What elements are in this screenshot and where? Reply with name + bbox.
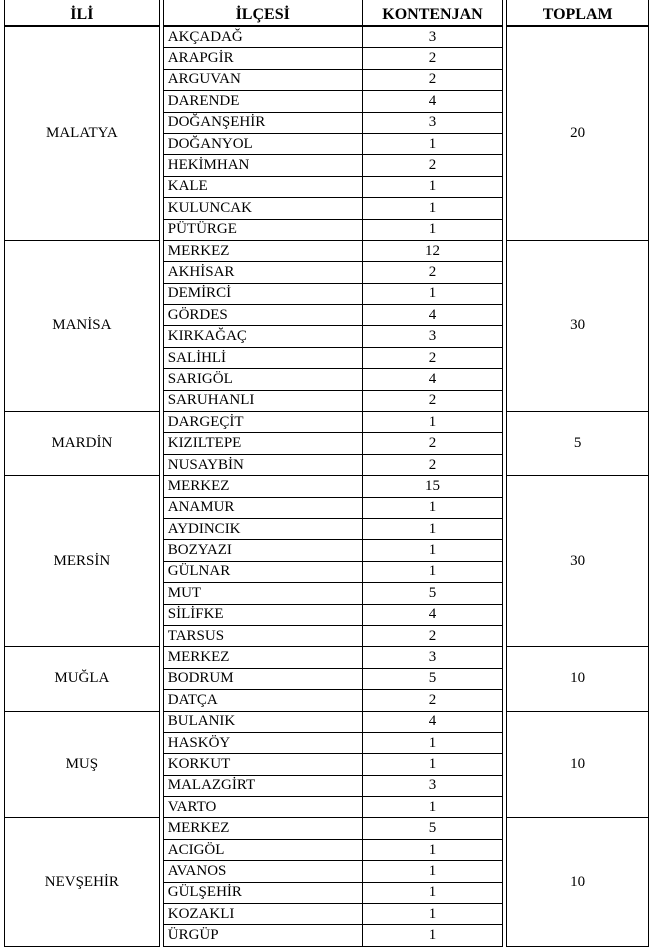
district-name: KULUNCAK	[163, 198, 362, 219]
province-total: 10	[507, 711, 649, 818]
district-name: DARENDE	[163, 91, 362, 112]
district-name: BODRUM	[163, 668, 362, 689]
district-quota: 1	[362, 518, 503, 539]
district-quota: 1	[362, 198, 503, 219]
header-toplam: TOPLAM	[507, 0, 649, 26]
province-total: 10	[507, 647, 649, 711]
province-name: MERSİN	[5, 476, 160, 647]
province-total: 10	[507, 818, 649, 946]
district-name: AKÇADAĞ	[163, 26, 362, 48]
district-name: DOĞANŞEHİR	[163, 112, 362, 133]
district-name: ÜRGÜP	[163, 925, 362, 946]
district-quota: 5	[362, 583, 503, 604]
district-quota: 1	[362, 861, 503, 882]
header-ilce: İLÇESİ	[163, 0, 362, 26]
district-name: DOĞANYOL	[163, 133, 362, 154]
district-quota: 2	[362, 347, 503, 368]
district-name: GÖRDES	[163, 305, 362, 326]
province-total: 30	[507, 240, 649, 411]
district-name: KALE	[163, 176, 362, 197]
district-name: AKHİSAR	[163, 262, 362, 283]
district-quota: 5	[362, 668, 503, 689]
district-name: ARGUVAN	[163, 69, 362, 90]
district-name: BULANIK	[163, 711, 362, 732]
district-quota: 1	[362, 797, 503, 818]
district-name: ARAPGİR	[163, 48, 362, 69]
district-quota: 1	[362, 925, 503, 946]
district-quota: 1	[362, 754, 503, 775]
district-name: ACIGÖL	[163, 839, 362, 860]
district-quota: 1	[362, 497, 503, 518]
district-name: AVANOS	[163, 861, 362, 882]
district-quota: 1	[362, 412, 503, 433]
district-name: TARSUS	[163, 625, 362, 646]
district-name: GÜLŞEHİR	[163, 882, 362, 903]
table-row	[5, 711, 649, 732]
district-quota: 2	[362, 454, 503, 475]
district-name: KIRKAĞAÇ	[163, 326, 362, 347]
district-quota: 15	[362, 476, 503, 497]
table-row	[5, 647, 649, 668]
district-name: DARGEÇİT	[163, 412, 362, 433]
district-name: MERKEZ	[163, 476, 362, 497]
district-quota: 5	[362, 818, 503, 839]
district-quota: 4	[362, 305, 503, 326]
district-quota: 2	[362, 262, 503, 283]
district-name: KORKUT	[163, 754, 362, 775]
district-quota: 4	[362, 369, 503, 390]
province-total: 20	[507, 26, 649, 240]
district-quota: 4	[362, 711, 503, 732]
district-quota: 1	[362, 732, 503, 753]
district-quota: 2	[362, 390, 503, 411]
district-name: BOZYAZI	[163, 540, 362, 561]
district-quota: 3	[362, 326, 503, 347]
district-quota: 2	[362, 48, 503, 69]
district-name: GÜLNAR	[163, 561, 362, 582]
district-quota: 1	[362, 839, 503, 860]
table-row	[5, 476, 649, 497]
table-row	[5, 818, 649, 839]
header-row	[5, 0, 649, 26]
district-name: DEMİRCİ	[163, 283, 362, 304]
province-name: MUŞ	[5, 711, 160, 818]
header-kontenjan: KONTENJAN	[362, 0, 503, 26]
province-name: MALATYA	[5, 26, 160, 240]
district-quota: 3	[362, 26, 503, 48]
district-name: HEKİMHAN	[163, 155, 362, 176]
district-name: MERKEZ	[163, 647, 362, 668]
district-name: ANAMUR	[163, 497, 362, 518]
district-quota: 1	[362, 882, 503, 903]
table-body	[5, 26, 649, 946]
district-quota: 3	[362, 775, 503, 796]
district-quota: 12	[362, 240, 503, 261]
district-name: PÜTÜRGE	[163, 219, 362, 240]
district-quota: 2	[362, 690, 503, 711]
province-name: NEVŞEHİR	[5, 818, 160, 946]
province-name: MUĞLA	[5, 647, 160, 711]
district-name: SİLİFKE	[163, 604, 362, 625]
district-name: SALİHLİ	[163, 347, 362, 368]
district-quota: 1	[362, 540, 503, 561]
district-quota: 2	[362, 155, 503, 176]
district-name: NUSAYBİN	[163, 454, 362, 475]
header-il: İLİ	[5, 0, 160, 26]
district-quota: 3	[362, 647, 503, 668]
district-quota: 1	[362, 904, 503, 925]
district-quota: 2	[362, 433, 503, 454]
district-name: KIZILTEPE	[163, 433, 362, 454]
district-name: VARTO	[163, 797, 362, 818]
district-name: MERKEZ	[163, 818, 362, 839]
district-quota: 1	[362, 176, 503, 197]
district-quota: 1	[362, 133, 503, 154]
province-total: 30	[507, 476, 649, 647]
table-row	[5, 26, 649, 48]
district-quota: 3	[362, 112, 503, 133]
district-name: SARIGÖL	[163, 369, 362, 390]
district-quota: 2	[362, 69, 503, 90]
district-quota: 1	[362, 219, 503, 240]
table-row	[5, 412, 649, 433]
district-name: MERKEZ	[163, 240, 362, 261]
province-name: MARDİN	[5, 412, 160, 476]
quota-table	[4, 0, 649, 947]
province-total: 5	[507, 412, 649, 476]
district-name: SARUHANLI	[163, 390, 362, 411]
district-name: HASKÖY	[163, 732, 362, 753]
district-name: KOZAKLI	[163, 904, 362, 925]
district-quota: 4	[362, 604, 503, 625]
district-quota: 1	[362, 283, 503, 304]
table-row	[5, 240, 649, 261]
district-name: AYDINCIK	[163, 518, 362, 539]
district-quota: 4	[362, 91, 503, 112]
district-quota: 1	[362, 561, 503, 582]
district-name: MALAZGİRT	[163, 775, 362, 796]
district-name: DATÇA	[163, 690, 362, 711]
district-quota: 2	[362, 625, 503, 646]
province-name: MANİSA	[5, 240, 160, 411]
district-name: MUT	[163, 583, 362, 604]
